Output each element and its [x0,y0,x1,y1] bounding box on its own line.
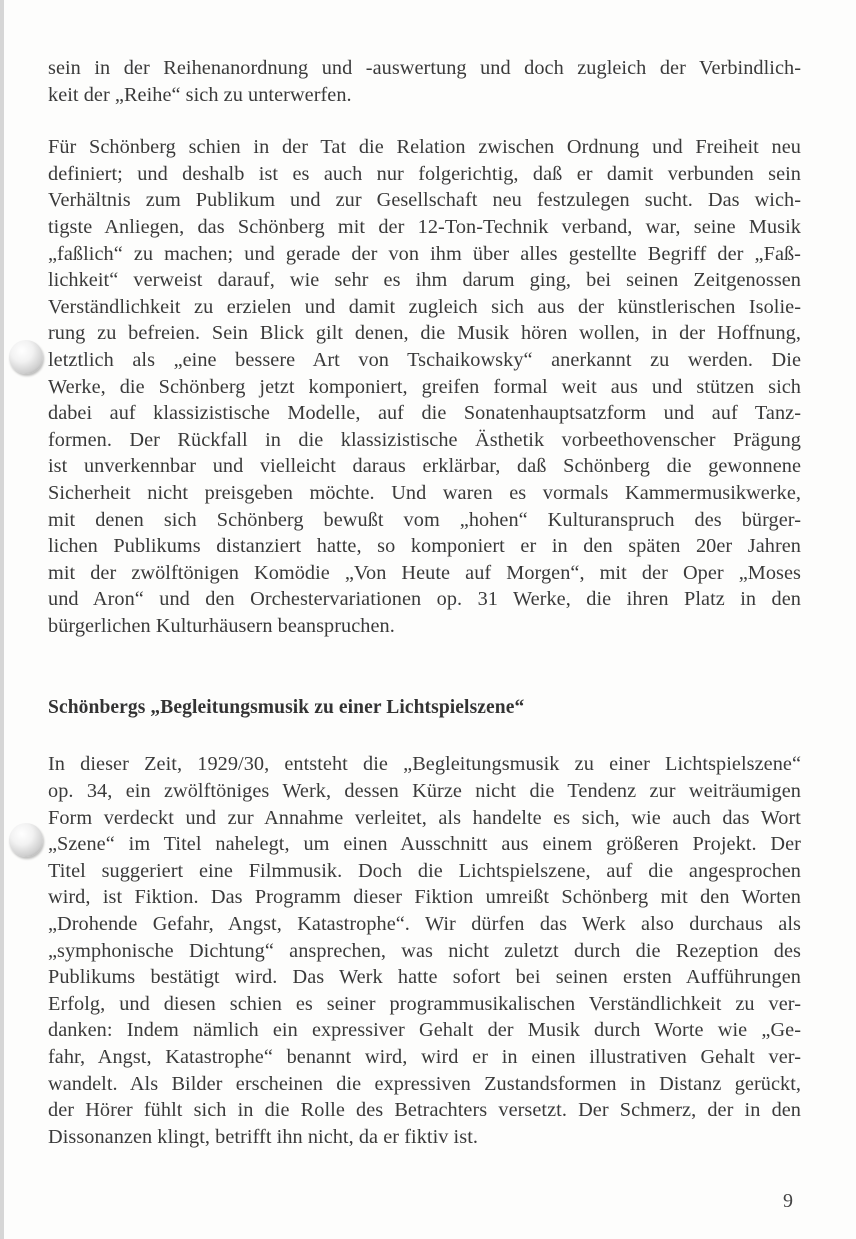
punch-hole-icon [9,823,43,857]
text-line: Werke, die Schönberg jetzt komponiert, greifen formal weit aus und stützen sich [48,375,801,398]
text-line: op. 34, ein zwölftöniges Werk, dessen Kürze nicht die Tendenz zur weiträumigen [48,780,801,803]
text-line: keit der „Reihe“ sich zu unterwerfen. [48,83,352,106]
text-line: Erfolg, und diesen schien es seiner programmusikalischen Verständlichkeit zu ver- [48,992,801,1015]
book-page [48,55,801,1150]
text-line: rung zu befreien. Sein Blick gilt denen, die Musik hören wollen, in der Hoffnung, [48,322,801,345]
page-edge-shadow [0,0,4,1239]
text-line: formen. Der Rückfall in die klassizistische Ästhetik vorbeethovenscher Prägung [48,428,801,451]
text-line: fahr, Angst, Katastrophe“ benannt wird, wird er in einen illustrativen Gehalt ver- [48,1046,801,1068]
text-line: Form verdeckt und zur Annahme verleitet, als handelte es sich, wie auch das Wort [48,806,801,829]
text-line: ist unverkennbar und vielleicht daraus erklärbar, daß Schönberg die gewonnene [48,455,801,478]
paragraph-1 [48,55,801,108]
punch-hole-icon [9,340,43,374]
text-line: und Aron“ und den Orchestervariationen op. 31 Werke, die ihren Platz in den [48,588,801,611]
text-line: „Drohende Gefahr, Angst, Katastrophe“. Wir dürfen das Werk also durchaus als [48,913,801,936]
paragraph-2 [48,134,801,639]
text-line: definiert; und deshalb ist es auch nur folgerichtig, daß er damit verbunden sein [48,162,801,185]
text-line: mit denen sich Schönberg bewußt vom „hohen“ Kulturanspruch des bürger- [48,508,801,531]
text-line: dabei auf klassizistische Modelle, auf die Sonatenhauptsatzform und auf Tanz- [48,402,801,425]
text-line: „symphonische Dichtung“ ansprechen, was nicht zuletzt durch die Rezeption des [48,939,801,962]
text-line: „faßlich“ zu machen; und gerade der von ihm über alles gestellte Begriff der „Faß- [48,242,801,265]
section-heading: Schönbergs „Begleitungsmusik zu einer Lichtspielszene“ [48,697,525,719]
text-line: mit der zwölftönigen Komödie „Von Heute auf Morgen“, mit der Oper „Moses [48,561,801,584]
text-line: tigste Anliegen, das Schönberg mit der 12-Ton-Technik verband, war, seine Musik [48,215,801,238]
paragraph-3 [48,751,801,1150]
text-line: Sicherheit nicht preisgeben möchte. Und waren es vormals Kammermusikwerke, [48,481,801,504]
text-line: Publikums bestätigt wird. Das Werk hatte sofort bei seinen ersten Aufführungen [48,966,801,989]
text-line: Titel suggeriert eine Filmmusik. Doch die Lichtspielszene, auf die angesprochen [48,859,801,882]
text-line: In dieser Zeit, 1929/30, entsteht die „Begleitungsmusik zu einer Lichtspielszene“ [48,753,801,776]
text-line: wandelt. Als Bilder erscheinen die expressiven Zustandsformen in Distanz gerückt, [48,1072,801,1095]
text-line: Verhältnis zum Publikum und zur Gesellschaft neu festzulegen sucht. Das wich- [48,189,801,212]
text-line: letztlich als „eine bessere Art von Tschaikowsky“ anerkannt zu werden. Die [48,348,801,371]
text-line: „Szene“ im Titel nahelegt, um einen Ausschnitt aus einem größeren Projekt. Der [48,833,801,856]
text-line: Dissonanzen klingt, betrifft ihn nicht, da er fiktiv ist. [48,1125,478,1148]
text-line: lichkeit“ verweist darauf, wie sehr es ihm darum ging, bei seinen Zeitgenossen [48,269,801,292]
text-line: wird, ist Fiktion. Das Programm dieser Fiktion umreißt Schönberg mit den Worten [48,886,801,909]
text-line: Verständlichkeit zu erzielen und damit zugleich sich aus der künstlerischen Isolie- [48,295,801,318]
text-line: sein in der Reihenanordnung und -auswertung und doch zugleich der Verbindlich- [48,57,801,79]
page-number: 9 [783,1190,793,1212]
text-line: bürgerlichen Kulturhäusern beanspruchen. [48,614,395,637]
text-line: Für Schönberg schien in der Tat die Relation zwischen Ordnung und Freiheit neu [48,136,801,159]
text-line: lichen Publikums distanziert hatte, so komponiert er in den späten 20er Jahren [48,535,801,558]
text-line: der Hörer fühlt sich in die Rolle des Betrachters versetzt. Der Schmerz, der in den [48,1099,801,1122]
text-line: danken: Indem nämlich ein expressiver Gehalt der Musik durch Worte wie „Ge- [48,1019,801,1042]
